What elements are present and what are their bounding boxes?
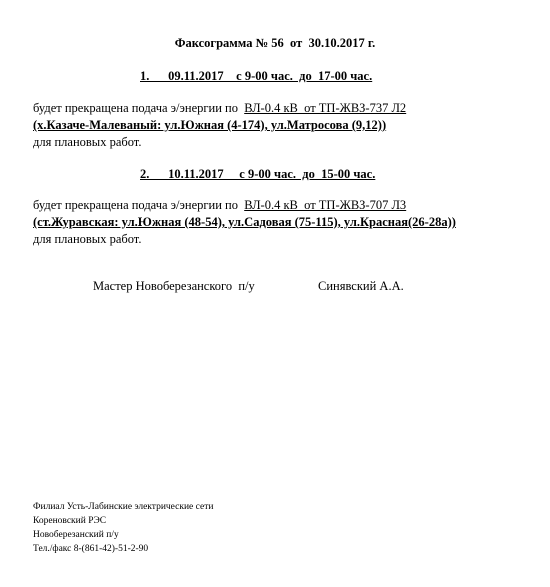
item-2-line-1 — [33, 198, 406, 213]
item-2-purpose: для плановых работ. — [33, 232, 142, 246]
item-1-addresses: (х.Казаче-Малеваный: ул.Южная (4-174), ул.Матросова (9,12)) — [33, 118, 387, 132]
item-1-purpose: для плановых работ. — [33, 135, 142, 149]
item-1-line-1 — [33, 101, 406, 116]
signature-position: Мастер Новоберезанского п/у — [93, 279, 255, 293]
item-2-addresses: (ст.Журавская: ул.Южная (48-54), ул.Садовая (75-115), ул.Красная(26-28а)) — [33, 215, 456, 229]
item-2-header: 2. 10.11.2017 с 9-00 час. до 15-00 час. — [140, 167, 376, 181]
signature-name: Синявский А.А. — [318, 279, 404, 293]
item-1-header: 1. 09.11.2017 с 9-00 час. до 17-00 час. — [140, 69, 373, 83]
footer-line-branch: Филиал Усть-Лабинские электрические сети — [33, 502, 214, 512]
item-2-line-reference: ВЛ-0.4 кВ от ТП-ЖВЗ-707 Л3 — [244, 198, 407, 212]
footer-line-unit: Новоберезанский п/у — [33, 530, 119, 540]
item-1-line-1-prefix: будет прекращена подача э/энергии по — [33, 101, 245, 115]
item-2-line-1-prefix: будет прекращена подача э/энергии по — [33, 198, 245, 212]
item-1-line-reference: ВЛ-0.4 кВ от ТП-ЖВЗ-737 Л2 — [244, 101, 407, 115]
footer-line-phone: Тел./факс 8-(861-42)-51-2-90 — [33, 544, 149, 554]
document-title: Факсограмма № 56 от 30.10.2017 г. — [174, 36, 376, 50]
footer-line-res: Кореновский РЭС — [33, 516, 107, 526]
